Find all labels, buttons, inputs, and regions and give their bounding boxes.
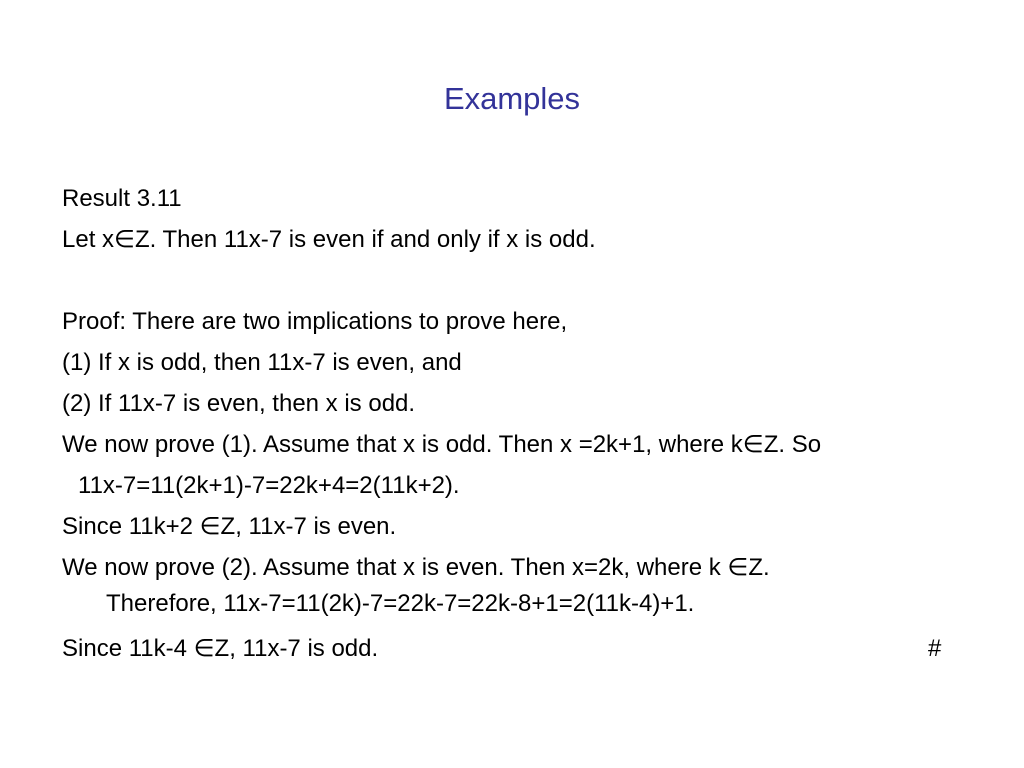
implication-2: (2) If 11x-7 is even, then x is odd. xyxy=(62,390,416,417)
slide-title: Examples xyxy=(443,81,581,116)
result-statement: Let x∈Z. Then 11x-7 is even if and only if x is odd. xyxy=(62,226,596,253)
proof-part-2-equation: Therefore, 11x-7=11(2k)-7=22k-7=22k-8+1=2(11k-4)+1. xyxy=(106,590,695,617)
proof-part-1-conclusion: Since 11k+2 ∈Z, 11x-7 is even. xyxy=(62,513,397,540)
qed-symbol: # xyxy=(928,635,942,662)
proof-part-1-assumption: We now prove (1). Assume that x is odd. Then x =2k+1, where k∈Z. So xyxy=(62,431,822,458)
proof-part-2-assumption: We now prove (2). Assume that x is even. Then x=2k, where k ∈Z. xyxy=(62,554,770,581)
proof-intro: Proof: There are two implications to prove here, xyxy=(62,308,568,335)
proof-part-2-conclusion: Since 11k-4 ∈Z, 11x-7 is odd. xyxy=(62,635,379,662)
result-heading: Result 3.11 xyxy=(62,185,182,212)
implication-1: (1) If x is odd, then 11x-7 is even, and xyxy=(62,349,462,376)
proof-part-1-equation: 11x-7=11(2k+1)-7=22k+4=2(11k+2). xyxy=(78,472,460,499)
